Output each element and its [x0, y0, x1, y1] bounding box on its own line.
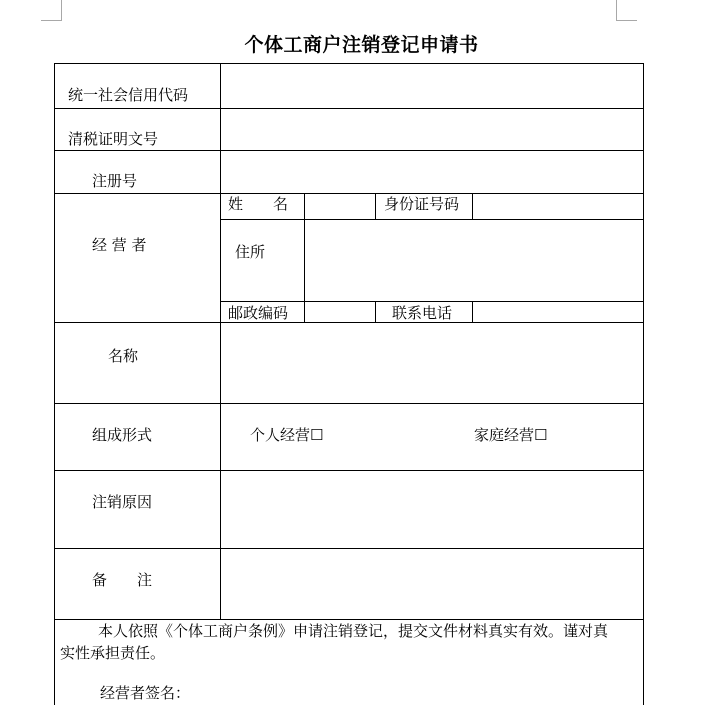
document-title: 个体工商户注销登记申请书	[244, 34, 479, 56]
statement-line-1: 本人依照《个体工商户条例》申请注销登记，提交文件材料真实有效。谨对真	[98, 622, 609, 640]
signature-label: 经营者签名：	[100, 684, 191, 702]
page-corner-mark-top-right	[616, 0, 637, 21]
table-right-border	[643, 63, 644, 705]
tax-cert-label: 清税证明文号	[68, 130, 159, 148]
operator-phone-label: 联系电话	[392, 304, 453, 322]
reason-label: 注销原因	[92, 493, 153, 511]
row-divider	[54, 108, 644, 109]
row-divider	[54, 322, 644, 323]
reg-no-label: 注册号	[92, 172, 138, 190]
operator-subrow-divider	[220, 301, 644, 302]
remarks-label: 备 注	[92, 571, 153, 589]
form-label: 组成形式	[92, 426, 153, 444]
row-divider	[54, 193, 644, 194]
form-option-family[interactable]: 家庭经营☐	[474, 426, 548, 444]
operator-postcode-label: 邮政编码	[228, 304, 289, 322]
row-divider	[54, 470, 644, 471]
operator-subcol-divider	[304, 193, 305, 323]
page-corner-mark-top-left	[41, 0, 62, 21]
table-top-border	[54, 63, 644, 64]
operator-subrow-divider	[220, 219, 644, 220]
operator-subcol-divider	[375, 193, 376, 220]
operator-id-label: 身份证号码	[384, 195, 460, 213]
table-left-border	[54, 63, 55, 705]
operator-subcol-divider	[472, 301, 473, 323]
label-column-divider	[220, 63, 221, 619]
row-divider	[54, 150, 644, 151]
row-divider	[54, 548, 644, 549]
operator-subcol-divider	[472, 193, 473, 220]
operator-name-label: 姓 名	[228, 195, 289, 213]
operator-label: 经 营 者	[92, 236, 147, 254]
name-label: 名称	[108, 347, 139, 365]
operator-subcol-divider	[375, 301, 376, 323]
statement-line-2: 实性承担责任。	[60, 644, 166, 662]
row-divider	[54, 403, 644, 404]
operator-address-label: 住所	[235, 243, 266, 261]
form-option-individual[interactable]: 个人经营☐	[250, 426, 324, 444]
credit-code-label: 统一社会信用代码	[68, 86, 189, 104]
